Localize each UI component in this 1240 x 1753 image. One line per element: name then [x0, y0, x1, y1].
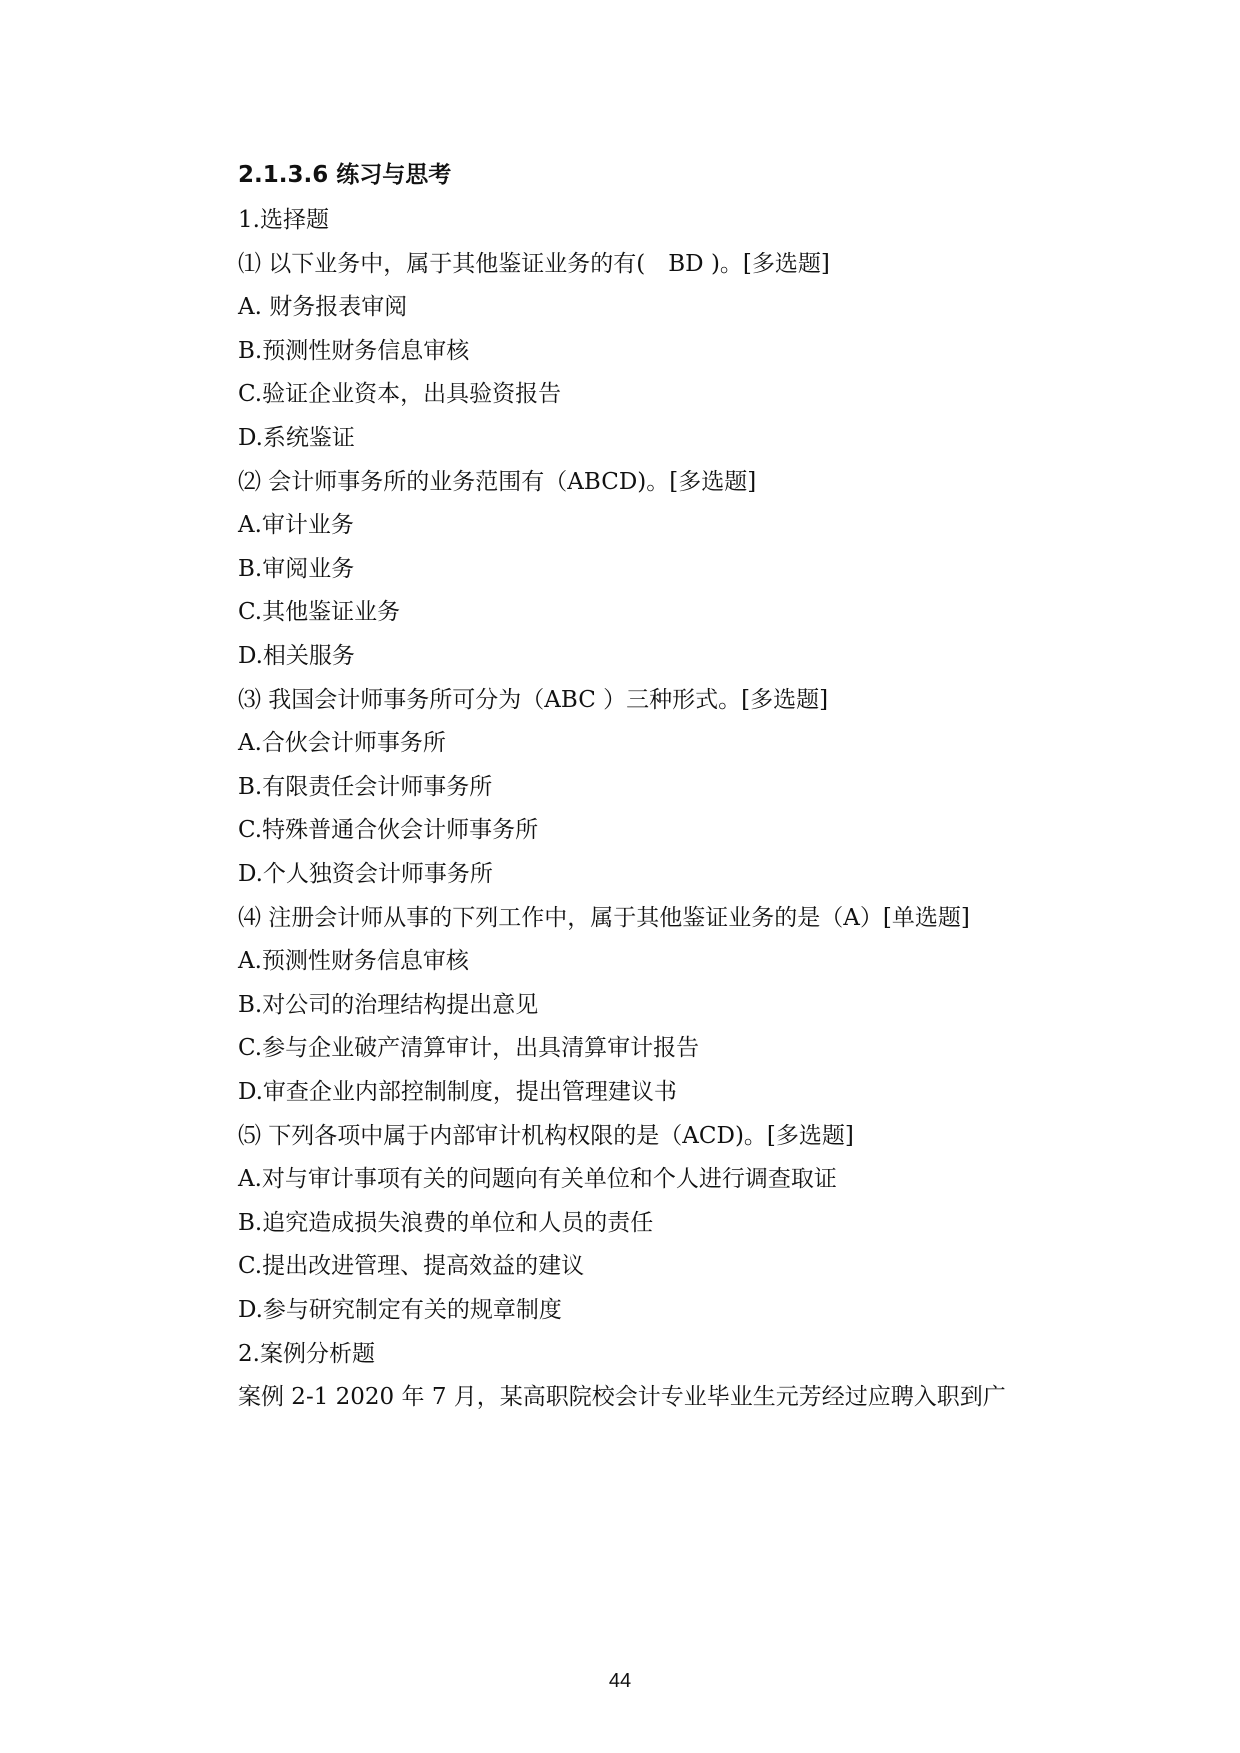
text-line: D.参与研究制定有关的规章制度 — [238, 1297, 562, 1323]
text-line: 2.案例分析题 — [238, 1341, 375, 1367]
text-line: D.个人独资会计师事务所 — [238, 861, 493, 887]
text-line: ⑷ 注册会计师从事的下列工作中，属于其他鉴证业务的是（A）[单选题] — [238, 905, 970, 931]
text-line: B.追究造成损失浪费的单位和人员的责任 — [238, 1210, 654, 1236]
text-line: ⑴ 以下业务中，属于其他鉴证业务的有( BD )。[多选题] — [238, 251, 830, 277]
text-line: B.有限责任会计师事务所 — [238, 774, 493, 800]
text-line: ⑸ 下列各项中属于内部审计机构权限的是（ACD)。[多选题] — [238, 1123, 854, 1149]
text-line: ⑵ 会计师事务所的业务范围有（ABCD)。[多选题] — [238, 469, 757, 495]
text-line: A.预测性财务信息审核 — [238, 948, 469, 974]
text-line: 案例 2-1 2020 年 7 月，某高职院校会计专业毕业生元芳经过应聘入职到广 — [238, 1384, 1006, 1410]
text-line: D.相关服务 — [238, 643, 355, 669]
text-line: C.其他鉴证业务 — [238, 599, 401, 625]
text-line: C.验证企业资本，出具验资报告 — [238, 381, 562, 407]
section-heading: 2.1.3.6 练习与思考 — [238, 162, 452, 188]
page-number: 44 — [608, 1670, 632, 1692]
text-line: C.参与企业破产清算审计，出具清算审计报告 — [238, 1035, 700, 1061]
text-line: B.审阅业务 — [238, 556, 355, 582]
text-line: D.审查企业内部控制制度，提出管理建议书 — [238, 1079, 677, 1105]
text-line: 1.选择题 — [238, 207, 329, 233]
text-line: A.合伙会计师事务所 — [238, 730, 446, 756]
text-line: C.提出改进管理、提高效益的建议 — [238, 1253, 585, 1279]
text-line: C.特殊普通合伙会计师事务所 — [238, 817, 539, 843]
text-line: A.对与审计事项有关的问题向有关单位和个人进行调查取证 — [238, 1166, 837, 1192]
text-line: B.对公司的治理结构提出意见 — [238, 992, 539, 1018]
text-line: ⑶ 我国会计师事务所可分为（ABC ）三种形式。[多选题] — [238, 687, 829, 713]
text-line: B.预测性财务信息审核 — [238, 338, 470, 364]
text-line: D.系统鉴证 — [238, 425, 355, 451]
text-line: A. 财务报表审阅 — [238, 294, 408, 320]
text-line: A.审计业务 — [238, 512, 354, 538]
